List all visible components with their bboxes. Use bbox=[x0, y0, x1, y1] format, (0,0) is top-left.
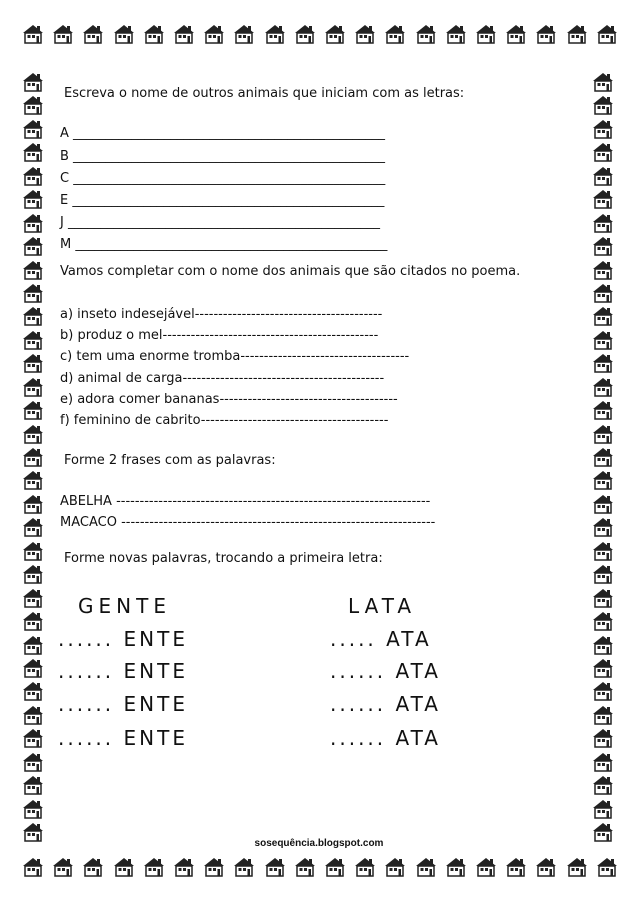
house-icon bbox=[233, 24, 255, 48]
house-icon bbox=[592, 775, 616, 795]
border-left bbox=[22, 72, 46, 842]
house-icon bbox=[22, 142, 46, 162]
right-row-3: ...... ATA bbox=[330, 692, 441, 716]
right-row-1: ..... ATA bbox=[330, 627, 432, 651]
house-icon bbox=[445, 24, 467, 48]
q1-instruction: Escreva o nome de outros animais que iniciam com as letras: bbox=[64, 86, 465, 101]
house-icon bbox=[22, 119, 46, 139]
q2-item-f: f) feminino de cabrito---------------------------------------- bbox=[60, 413, 389, 428]
footer-url: sosequência.blogspot.com bbox=[254, 838, 384, 849]
house-icon bbox=[592, 752, 616, 772]
house-icon bbox=[22, 330, 46, 350]
house-icon bbox=[592, 260, 616, 280]
house-icon bbox=[22, 447, 46, 467]
house-icon bbox=[22, 236, 46, 256]
house-icon bbox=[22, 189, 46, 209]
house-icon bbox=[264, 857, 286, 881]
house-icon bbox=[113, 857, 135, 881]
house-icon bbox=[566, 24, 588, 48]
house-icon bbox=[22, 752, 46, 772]
q3-item-macaco: MACACO ------------------------------------------------------------------- bbox=[60, 515, 436, 530]
house-icon bbox=[592, 728, 616, 748]
house-icon bbox=[113, 24, 135, 48]
house-icon bbox=[82, 857, 104, 881]
border-top bbox=[22, 24, 618, 48]
house-icon bbox=[475, 857, 497, 881]
house-icon bbox=[22, 588, 46, 608]
house-icon bbox=[143, 24, 165, 48]
house-icon bbox=[264, 24, 286, 48]
house-icon bbox=[384, 857, 406, 881]
house-icon bbox=[592, 447, 616, 467]
house-icon bbox=[592, 72, 616, 92]
house-icon bbox=[592, 517, 616, 537]
house-icon bbox=[22, 541, 46, 561]
house-icon bbox=[592, 611, 616, 631]
house-icon bbox=[505, 24, 527, 48]
house-icon bbox=[22, 95, 46, 115]
house-icon bbox=[592, 95, 616, 115]
right-row-2: ...... ATA bbox=[330, 659, 441, 683]
house-icon bbox=[22, 400, 46, 420]
house-icon bbox=[592, 635, 616, 655]
answer-line-b: B ________________________________________________ bbox=[60, 149, 386, 164]
house-icon bbox=[22, 494, 46, 514]
house-icon bbox=[592, 658, 616, 678]
word-gente: GENTE bbox=[78, 594, 171, 618]
answer-line-j: J ________________________________________________ bbox=[60, 215, 380, 230]
house-icon bbox=[415, 24, 437, 48]
house-icon bbox=[294, 24, 316, 48]
q2-item-e: e) adora comer bananas-------------------------------------- bbox=[60, 392, 398, 407]
house-icon bbox=[475, 24, 497, 48]
house-icon bbox=[592, 213, 616, 233]
left-row-3: ...... ENTE bbox=[58, 692, 188, 716]
house-icon bbox=[22, 424, 46, 444]
house-icon bbox=[592, 541, 616, 561]
house-icon bbox=[52, 857, 74, 881]
house-icon bbox=[592, 494, 616, 514]
house-icon bbox=[592, 470, 616, 490]
house-icon bbox=[233, 857, 255, 881]
house-icon bbox=[445, 857, 467, 881]
house-icon bbox=[22, 799, 46, 819]
right-row-4: ...... ATA bbox=[330, 726, 441, 750]
house-icon bbox=[22, 611, 46, 631]
house-icon bbox=[592, 330, 616, 350]
house-icon bbox=[592, 236, 616, 256]
house-icon bbox=[592, 400, 616, 420]
house-icon bbox=[22, 377, 46, 397]
house-icon bbox=[22, 775, 46, 795]
house-icon bbox=[592, 306, 616, 326]
house-icon bbox=[22, 260, 46, 280]
house-icon bbox=[22, 564, 46, 584]
house-icon bbox=[22, 658, 46, 678]
house-icon bbox=[592, 377, 616, 397]
left-row-1: ...... ENTE bbox=[58, 627, 188, 651]
house-icon bbox=[592, 705, 616, 725]
house-icon bbox=[592, 119, 616, 139]
q4-instruction: Forme novas palavras, trocando a primeira letra: bbox=[64, 551, 383, 566]
answer-line-c: C ________________________________________________ bbox=[60, 171, 386, 186]
house-icon bbox=[22, 635, 46, 655]
border-right bbox=[592, 72, 616, 842]
house-icon bbox=[22, 213, 46, 233]
house-icon bbox=[592, 166, 616, 186]
answer-line-a: A ________________________________________________ bbox=[60, 126, 386, 141]
house-icon bbox=[22, 283, 46, 303]
border-bottom bbox=[22, 857, 618, 881]
house-icon bbox=[596, 857, 618, 881]
q2-item-b: b) produz o mel---------------------------------------------- bbox=[60, 328, 379, 343]
q3-item-abelha: ABELHA ------------------------------------------------------------------- bbox=[60, 494, 431, 509]
q2-item-d: d) animal de carga------------------------------------------- bbox=[60, 371, 385, 386]
house-icon bbox=[592, 681, 616, 701]
house-icon bbox=[22, 681, 46, 701]
house-icon bbox=[22, 470, 46, 490]
house-icon bbox=[592, 283, 616, 303]
house-icon bbox=[22, 353, 46, 373]
house-icon bbox=[22, 72, 46, 92]
q2-instruction: Vamos completar com o nome dos animais que são citados no poema. bbox=[60, 264, 521, 279]
house-icon bbox=[592, 588, 616, 608]
house-icon bbox=[82, 24, 104, 48]
house-icon bbox=[22, 306, 46, 326]
house-icon bbox=[384, 24, 406, 48]
house-icon bbox=[22, 857, 44, 881]
house-icon bbox=[173, 24, 195, 48]
house-icon bbox=[173, 857, 195, 881]
left-row-2: ...... ENTE bbox=[58, 659, 188, 683]
word-lata: LATA bbox=[348, 594, 417, 618]
house-icon bbox=[324, 857, 346, 881]
house-icon bbox=[294, 857, 316, 881]
house-icon bbox=[203, 24, 225, 48]
house-icon bbox=[52, 24, 74, 48]
house-icon bbox=[592, 189, 616, 209]
house-icon bbox=[592, 424, 616, 444]
house-icon bbox=[592, 353, 616, 373]
house-icon bbox=[592, 142, 616, 162]
q3-instruction: Forme 2 frases com as palavras: bbox=[64, 453, 276, 468]
house-icon bbox=[354, 857, 376, 881]
house-icon bbox=[354, 24, 376, 48]
house-icon bbox=[505, 857, 527, 881]
house-icon bbox=[596, 24, 618, 48]
house-icon bbox=[535, 857, 557, 881]
house-icon bbox=[535, 24, 557, 48]
house-icon bbox=[566, 857, 588, 881]
house-icon bbox=[22, 24, 44, 48]
q2-item-c: c) tem uma enorme tromba------------------------------------ bbox=[60, 349, 410, 364]
house-icon bbox=[415, 857, 437, 881]
q2-item-a: a) inseto indesejável---------------------------------------- bbox=[60, 307, 383, 322]
house-icon bbox=[22, 705, 46, 725]
answer-line-e: E ________________________________________________ bbox=[60, 193, 385, 208]
answer-line-m: M ________________________________________________ bbox=[60, 237, 388, 252]
house-icon bbox=[203, 857, 225, 881]
house-icon bbox=[143, 857, 165, 881]
house-icon bbox=[22, 728, 46, 748]
house-icon bbox=[592, 799, 616, 819]
house-icon bbox=[592, 564, 616, 584]
house-icon bbox=[22, 166, 46, 186]
left-row-4: ...... ENTE bbox=[58, 726, 188, 750]
house-icon bbox=[324, 24, 346, 48]
house-icon bbox=[22, 517, 46, 537]
